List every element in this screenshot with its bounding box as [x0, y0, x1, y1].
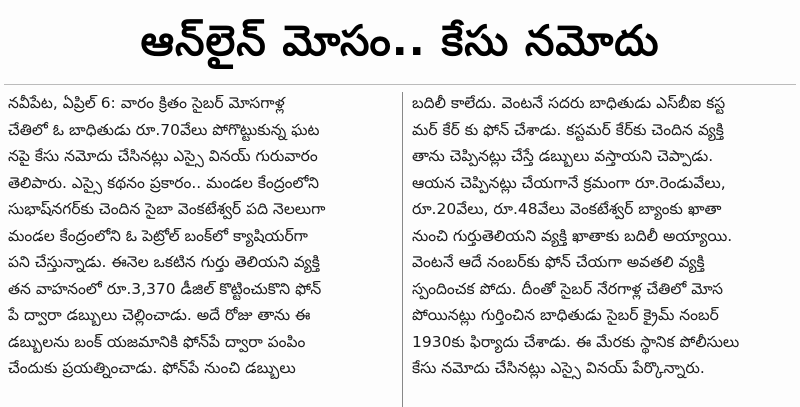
article-line: స్పందించక పోదు. దీంతో సైబర్ నేరగాళ్ల చేతిలో మోస [412, 279, 723, 298]
article-line: నవీపేట, ఏప్రిల్ 6: వారం క్రితం సైబర్ మోసగాళ్ల [8, 94, 285, 112]
article-left-column [8, 90, 394, 407]
article-line: తాను చెప్పినట్లు చేస్తే డబ్బులు వస్తాయని చెప్పాడు. [412, 147, 714, 165]
article-line: నపై కేసు నమోదు చేసినట్లు ఎస్సై వినయ్ గురువారం [8, 147, 318, 165]
article-line: ఆయన చెప్పినట్లు చేయగానే క్రమంగా రూ.రెండువేలు, [412, 173, 726, 192]
article-line: తెలిపారు. ఎస్సై కథనం ప్రకారం.. మండల కేంద్రంలోని [8, 173, 319, 192]
article-line: నుంచి గుర్తుతెలియని వ్యక్తి ఖాతాకు బదిలీ అయ్యాయి. [412, 226, 733, 245]
article-line: రూ.20వేలు, రూ.48వేలు వెంకటేశ్వర్ బ్యాంకు ఖాతా [412, 200, 722, 218]
article-line: మర్ కేర్ కు ఫోన్ చేశాడు. కస్టమర్ కేర్‌కు చెందిన వ్యక్తి [412, 120, 724, 139]
article-line: వెంటనే ఆదే నంబర్‌కు ఫోన్ చేయగా అవతలి వ్యక్తి [412, 253, 705, 271]
article-line: మండల కేంద్రంలోని ఓ పెట్రోల్ బంక్‌లో క్యాషియర్‌గా [8, 226, 308, 245]
article-line: డబ్బులను బంక్ యజమానికి ఫోన్‌పే ద్వారా పంపిం [8, 332, 306, 351]
headline-divider [4, 84, 796, 85]
article-line: 1930కు ఫిర్యాదు చేశాడు. ఈ మేరకు స్థానిక పోలీసులు [412, 332, 740, 351]
article-line: పే ద్వారా డబ్బులు చెల్లించాడు. అదే రోజు తాను ఈ [8, 306, 311, 324]
article-line: పని చేస్తున్నాడు. ఈనెల ఒకటిన గుర్తు తెలియని వ్యక్తి [8, 253, 320, 271]
article-line: చేతిలో ఓ బాధితుడు రూ.70వేలు పోగొట్టుకున్న ఘట [8, 120, 320, 139]
article-headline: ఆన్‌లైన్ మోసం.. కేసు నమోదు [140, 16, 660, 65]
article-line: తన వాహనంలో రూ.3,370 డీజిల్ కొట్టించుకొని ఫోన్ [8, 279, 322, 298]
article-line: కేసు నమోదు చేసినట్లు ఎస్సై వినయ్ పేర్కొన్నారు. [412, 359, 705, 377]
article-right-column [412, 90, 784, 407]
article-line: చేందుకు ప్రయత్నించాడు. ఫోన్‌పే నుంచి డబ్బులు [8, 359, 296, 377]
article-line: సుభాష్‌నగర్‌కు చెందిన సైబా వెంకటేశ్వర్ పది నెలలుగా [8, 200, 326, 218]
article-line: బదిలీ కాలేదు. వెంటనే సదరు బాధితుడు ఎస్‌బీఐ కస్ట [412, 94, 726, 112]
article-line: పోయినట్లు గుర్తించిన బాధితుడు సైబర్ క్రైమ్ నంబర్ [412, 306, 719, 324]
column-divider [402, 92, 403, 407]
